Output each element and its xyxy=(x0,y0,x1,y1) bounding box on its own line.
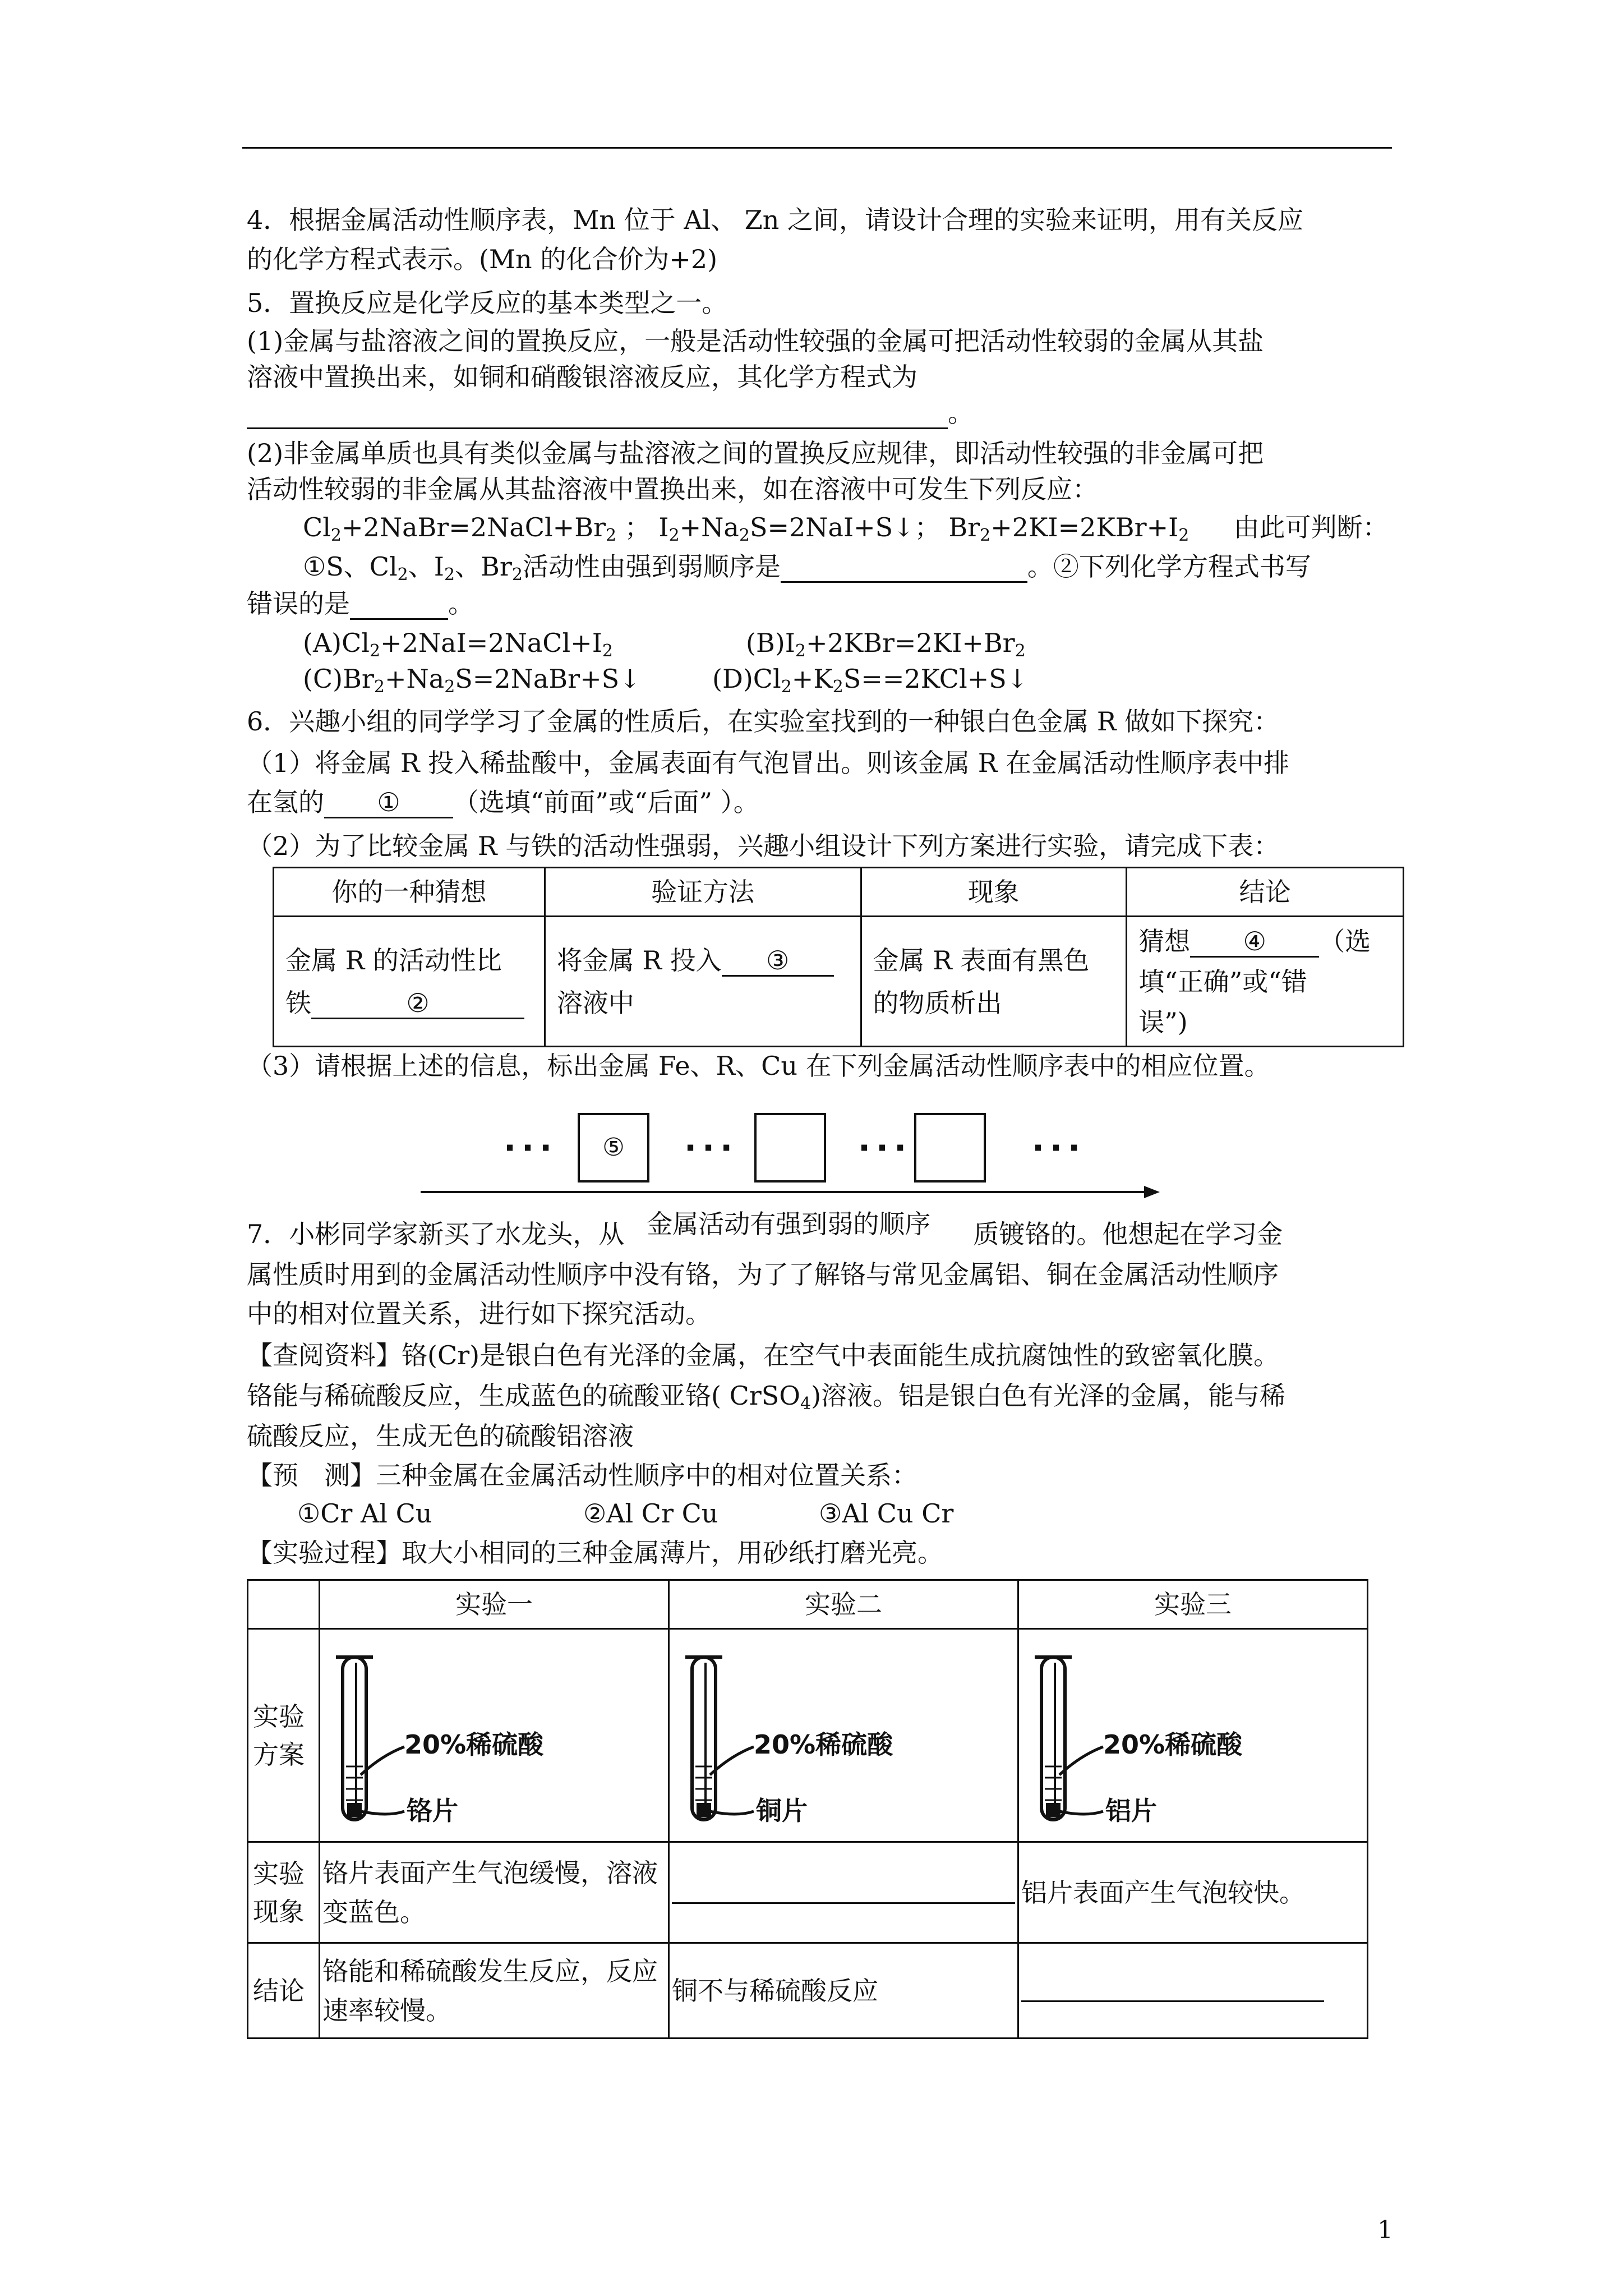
con-exp1: 铬能和稀硫酸发生反应，反应速率较慢。 xyxy=(320,1943,669,2039)
q5-p1-line2: 溶液中置换出来，如铜和硝酸银溶液反应，其化学方程式为 xyxy=(247,362,917,392)
q7-option-2: ②Al Cr Cu xyxy=(583,1498,718,1529)
acid-label: 20%稀硫酸 xyxy=(1103,1729,1243,1760)
q5-p2-line1: (2)非金属单质也具有类似金属与盐溶液之间的置换反应规律，即活动性较强的非金属可把 xyxy=(247,438,1264,468)
blank-4[interactable]: ④ xyxy=(1190,927,1319,958)
header-exp1: 实验一 xyxy=(320,1580,669,1629)
dots-2: ··· xyxy=(684,1129,739,1167)
q7-process: 【实验过程】取大小相同的三种金属薄片，用砂纸打磨光亮。 xyxy=(247,1538,943,1568)
row-label-plan: 实验方案 xyxy=(248,1629,320,1842)
plan-exp1 xyxy=(320,1629,669,1842)
corner-cell xyxy=(248,1580,320,1629)
row-label-conclusion: 结论 xyxy=(248,1943,320,2039)
q7-table xyxy=(247,1579,1368,2039)
metal-label-copper: 铜片 xyxy=(756,1795,808,1826)
q7-line2: 属性质时用到的金属活动性顺序中没有铬，为了了解铬与常见金属铝、铜在金属活动性顺序 xyxy=(247,1259,1279,1290)
dots-3: ··· xyxy=(858,1129,912,1167)
cell-conclusion: 猜想 ④ （选 填“正确”或“错 误”) xyxy=(1127,917,1404,1047)
q5-p1-line1: (1)金属与盐溶液之间的置换反应，一般是活动性较强的金属可把活动性较弱的金属从其盐 xyxy=(247,326,1264,356)
dots-1: ··· xyxy=(504,1129,558,1167)
header-rule xyxy=(242,147,1392,149)
metal-label-chromium: 铬片 xyxy=(407,1795,458,1826)
wrong-blank[interactable] xyxy=(350,589,448,620)
answer-blank[interactable] xyxy=(247,398,948,429)
test-tube-chromium xyxy=(326,1635,662,1837)
header-phenomenon: 现象 xyxy=(861,868,1127,917)
header-guess: 你的一种猜想 xyxy=(274,868,545,917)
position-box-empty-1[interactable] xyxy=(754,1113,826,1182)
test-tube-aluminum xyxy=(1025,1635,1361,1837)
q7-option-3: ③Al Cu Cr xyxy=(819,1498,954,1529)
reaction-1: $Cl_2+2NaBr=2NaCl+Br_2$ ； xyxy=(303,512,651,545)
blank-1[interactable]: ① xyxy=(324,788,453,818)
cell-phenomenon: 金属 R 表面有黑色 的物质析出 xyxy=(861,917,1127,1047)
header-conclusion: 结论 xyxy=(1127,868,1404,917)
q5-option-c: $(C)Br_2+Na_2S=2NaBr+S↓$ xyxy=(303,664,641,697)
blank-3[interactable]: ③ xyxy=(722,946,834,977)
header-exp3: 实验三 xyxy=(1018,1580,1368,1629)
acid-label: 20%稀硫酸 xyxy=(754,1729,893,1760)
q5-p2-line2: 活动性较弱的非金属从其盐溶液中置换出来，如在溶液中可发生下列反应： xyxy=(247,474,1098,504)
position-box-empty-2[interactable] xyxy=(914,1113,986,1182)
q5-p1-answer-line: 。 xyxy=(247,396,974,430)
obs-exp3: 铝片表面产生气泡较快。 xyxy=(1018,1842,1368,1943)
con-blank[interactable] xyxy=(1021,1967,1324,2002)
reaction-3: $Br_2+2KI=2KBr+I_2$ xyxy=(948,512,1189,545)
plan-exp3 xyxy=(1018,1629,1368,1842)
q4-line1: 4．根据金属活动性顺序表，Mn 位于 Al、 Zn 之间，请设计合理的实验来证明，用有关反应 xyxy=(247,205,1304,235)
q6-p1-line1: （1）将金属 R 投入稀盐酸中，金属表面有气泡冒出。则该金属 R 在金属活动性顺序表中排 xyxy=(247,748,1290,778)
q7-info-line2: 铬能与稀硫酸反应，生成蓝色的硫酸亚铬( CrSO$_4$)溶液。铝是银白色有光泽的金属，能与稀 xyxy=(247,1381,1286,1414)
q7-option-1: ①Cr Al Cu xyxy=(297,1498,432,1529)
reactions-tail: 由此可判断： xyxy=(1233,512,1389,542)
q6-p1-line2: 在氢的 ① （选填“前面”或“后面” ）。 xyxy=(247,787,759,817)
obs-exp1: 铬片表面产生气泡缓慢，溶液变蓝色。 xyxy=(320,1842,669,1943)
obs-exp2 xyxy=(669,1842,1018,1943)
diagram-caption: 金属活动有强到弱的顺序 xyxy=(647,1209,931,1239)
header-method: 验证方法 xyxy=(545,868,861,917)
activity-order-arrow xyxy=(421,1181,1161,1203)
q7-info-line3: 硫酸反应，生成无色的硫酸铝溶液 xyxy=(247,1421,634,1451)
q5-reactions xyxy=(303,510,1389,544)
q6-p3: （3）请根据上述的信息，标出金属 Fe、R、Cu 在下列金属活动性顺序表中的相应位置。 xyxy=(247,1051,1270,1081)
q6-p2: （2）为了比较金属 R 与铁的活动性强弱，兴趣小组设计下列方案进行实验，请完成下表： xyxy=(247,831,1280,861)
q5-option-d: $(D)Cl_2+K_2S==2KCl+S↓$ xyxy=(712,664,1029,697)
q5-option-b: $(B)I_2+2KBr=2KI+Br_2$ xyxy=(746,628,1026,661)
con-exp3 xyxy=(1018,1943,1368,2039)
q5-option-a: $(A)Cl_2+2NaI=2NaCl+I_2$ xyxy=(303,628,613,661)
q4-line2: 的化学方程式表示。(Mn 的化合价为+2) xyxy=(247,244,718,274)
position-box-5[interactable]: ⑤ xyxy=(578,1113,649,1182)
q5-order-question: ①S、$Cl_2$、$I_2$、$Br_2$活动性由强到弱顺序是 。②下列化学方程式书写 xyxy=(303,551,1311,585)
q6-table xyxy=(273,867,1404,1047)
order-blank[interactable] xyxy=(781,552,1027,583)
q5-title: 5．置换反应是化学反应的基本类型之一。 xyxy=(247,288,728,318)
q7-predict: 【预 测】三种金属在金属活动性顺序中的相对位置关系： xyxy=(247,1460,917,1490)
test-tube-copper xyxy=(675,1635,1012,1837)
q5-wrong-question: 错误的是 。 xyxy=(247,588,474,619)
q7-line1: 7．小彬同学家新买了水龙头，从 金属活动有强到弱的顺序 质镀铬的。他想起在学习金 xyxy=(247,1209,1283,1249)
row-label-observation: 实验现象 xyxy=(248,1842,320,1943)
cell-method: 将金属 R 投入 ③ 溶液中 xyxy=(545,917,861,1047)
acid-label: 20%稀硫酸 xyxy=(404,1729,544,1760)
cell-guess: 金属 R 的活动性比 铁 ② xyxy=(274,917,545,1047)
header-exp2: 实验二 xyxy=(669,1580,1018,1629)
obs-blank[interactable] xyxy=(672,1869,1015,1904)
page-number: 1 xyxy=(1377,2216,1393,2244)
q6-title: 6．兴趣小组的同学学习了金属的性质后，在实验室找到的一种银白色金属 R 做如下探究： xyxy=(247,706,1280,737)
q7-info-line1: 【查阅资料】铬(Cr)是银白色有光泽的金属，在空气中表面能生成抗腐蚀性的致密氧化膜。 xyxy=(247,1340,1280,1370)
metal-label-aluminum: 铝片 xyxy=(1105,1795,1157,1826)
blank-2[interactable]: ② xyxy=(311,988,524,1019)
dots-4: ··· xyxy=(1032,1129,1086,1167)
reaction-2: $I_2+Na_2S=2NaI+S↓$； xyxy=(658,512,940,545)
q7-line3: 中的相对位置关系，进行如下探究活动。 xyxy=(247,1299,711,1329)
con-exp2: 铜不与稀硫酸反应 xyxy=(669,1943,1018,2039)
plan-exp2 xyxy=(669,1629,1018,1842)
